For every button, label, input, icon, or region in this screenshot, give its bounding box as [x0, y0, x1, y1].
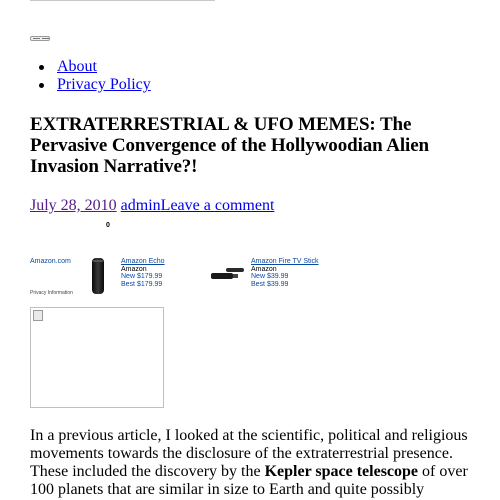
article-text: of over 100 planets that are similar in size to Earth and quite possibly [30, 463, 468, 498]
broken-image [30, 307, 164, 408]
amazon-echo-image[interactable] [92, 258, 104, 294]
product-name-link[interactable]: Amazon Fire TV Stick [251, 258, 319, 265]
nav-item-about [57, 58, 151, 76]
header-divider [30, 0, 215, 1]
menu-bar-icon [42, 38, 49, 39]
product-new-price: New $39.99 [251, 273, 289, 280]
post-title: EXTRATERRESTRIAL & UFO MEMES: The Pervasive Convergence of the Hollywoodian Alien Invasion Narrative?! [30, 114, 430, 177]
article-bold-term: Kepler space telescope [264, 463, 419, 480]
product-seller: Amazon [121, 265, 147, 273]
leave-comment-link[interactable]: Leave a comment [160, 197, 275, 214]
post-meta [30, 197, 274, 215]
broken-image-icon [33, 310, 43, 321]
share-count: 0 [106, 222, 110, 229]
product-name-link[interactable]: Amazon Echo [121, 258, 165, 265]
nav-link-about[interactable]: About [57, 58, 97, 75]
amazon-logo[interactable]: Amazon.com [30, 258, 71, 265]
product-new-price: New $179.99 [121, 273, 163, 280]
nav-item-privacy [57, 76, 151, 94]
product-best-price: Best $39.99 [251, 280, 289, 288]
product-seller: Amazon [251, 265, 277, 273]
article-text: In a previous article, I looked at the scientific, political and religious movements towards the disclosure of the extraterrestrial presence. These included the discovery by the [30, 427, 468, 480]
product-best-price: Best $179.99 [121, 280, 163, 288]
ad-product-echo [121, 258, 165, 288]
post-author-link[interactable]: admin [120, 197, 161, 214]
ad-privacy-link[interactable]: Privacy Information [30, 290, 73, 296]
main-navigation [57, 58, 151, 94]
article-paragraph [30, 427, 475, 499]
menu-toggle-button[interactable] [30, 36, 50, 41]
post-date-link[interactable]: July 28, 2010 [30, 197, 117, 214]
ad-product-fire-tv [251, 258, 319, 288]
fire-tv-stick-image[interactable] [210, 267, 246, 283]
menu-bar-icon [33, 38, 40, 39]
nav-link-privacy-policy[interactable]: Privacy Policy [57, 76, 151, 93]
